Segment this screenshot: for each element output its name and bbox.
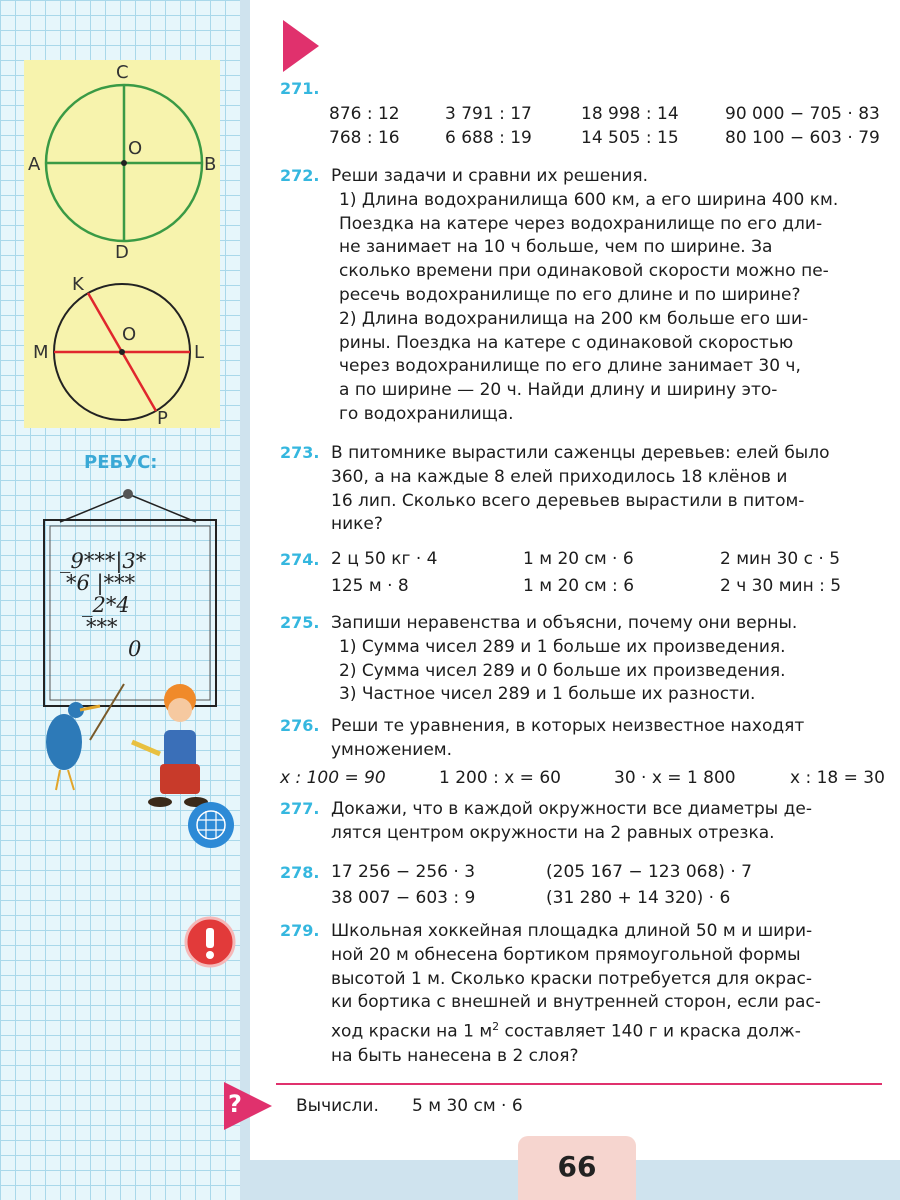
p272-line: ресечь водохранилище по его длине и по ширине?: [339, 284, 801, 305]
p272-line: через водохранилище по его длине занимает 30 ч,: [339, 356, 801, 377]
p272-line: 1) Длина водохранилища 600 км, а его ширина 400 км.: [339, 189, 839, 210]
p273-line: 360, а на каждые 8 елей приходилось 18 клёнов и: [331, 466, 788, 487]
p272-line: не занимает на 10 ч больше, чем по ширине. За: [339, 237, 773, 258]
page-corner-arrow-icon: [283, 20, 319, 72]
rebus-row-5: 0: [128, 637, 142, 661]
p277-line: лятся центром окружности на 2 равных отрезка.: [331, 822, 775, 843]
p273-line: нике?: [331, 514, 383, 535]
problem-number-271: 271.: [280, 79, 320, 98]
circle-diameters-figure: [24, 60, 220, 270]
p272-line: рины. Поездка на катере с одинаковой скоростью: [339, 332, 794, 353]
p271-expr-4: 90 000 − 705 · 83: [725, 104, 880, 124]
problem-number-276: 276.: [280, 716, 320, 735]
p276-equation-4: x : 18 = 30: [790, 768, 885, 788]
p272-line: 2) Длина водохранилища на 200 км больше его ши-: [339, 308, 809, 329]
p276-line: Реши те уравнения, в которых неизвестное находят: [331, 716, 805, 736]
p274-expr-6: 2 ч 30 мин : 5: [720, 576, 842, 596]
p279-line5-end: составляет 140 г и краска долж-: [499, 1021, 801, 1042]
rebus-row-2: *6 |***: [66, 571, 136, 595]
p274-expr-2: 1 м 20 см · 6: [523, 549, 634, 569]
label-a: A: [28, 154, 41, 175]
p271-expr-7: 14 505 : 15: [581, 128, 679, 148]
p275-line: 3) Частное чисел 289 и 1 больше их разности.: [339, 684, 756, 705]
rebus-row-4: ***: [86, 615, 118, 639]
p271-expr-6: 6 688 : 19: [445, 128, 532, 148]
p276-equation-2: 1 200 : x = 60: [439, 768, 561, 788]
p277-line: Докажи, что в каждой окружности все диаметры де-: [331, 799, 812, 819]
p279-line5-start: ход краски на 1 м: [331, 1021, 493, 1042]
p271-expr-1: 876 : 12: [329, 104, 400, 124]
p272-line: сколько времени при одинаковой скорости можно пе-: [339, 261, 829, 282]
p272-line: а по ширине — 20 ч. Найди длину и ширину это-: [339, 380, 778, 401]
p276-equation-3: 30 · x = 1 800: [614, 768, 736, 788]
grid-globe-icon: [186, 800, 236, 850]
footer-divider: [276, 1083, 882, 1085]
p276-equation-1: x : 100 = 90: [280, 768, 386, 788]
page-number: 66: [557, 1150, 597, 1183]
p271-expr-8: 80 100 − 603 · 79: [725, 128, 880, 148]
p275-line: 2) Сумма чисел 289 и 0 больше их произведения.: [339, 660, 786, 681]
p274-expr-4: 125 м · 8: [331, 576, 409, 596]
p272-line: Реши задачи и сравни их решения.: [331, 166, 649, 186]
p279-line: высотой 1 м. Сколько краски потребуется для окрас-: [331, 968, 812, 989]
problem-279-text: [331, 920, 821, 1068]
circle-chords-figure: [24, 270, 220, 428]
label-o2: O: [122, 324, 137, 345]
problem-number-279: 279.: [280, 921, 320, 940]
p278-expr-4: (31 280 + 14 320) · 6: [546, 888, 731, 908]
problem-number-277: 277.: [280, 799, 320, 818]
p278-expr-2: (205 167 − 123 068) · 7: [546, 862, 752, 882]
p279-line: ной 20 м обнесена бортиком прямоугольной формы: [331, 944, 801, 965]
label-o1: O: [128, 138, 143, 159]
footer-label: Вычисли.: [296, 1096, 379, 1116]
p273-line: В питомнике вырастили саженцы деревьев: елей было: [331, 443, 830, 463]
p273-line: 16 лип. Сколько всего деревьев вырастили в питом-: [331, 490, 805, 511]
question-mark-icon: ?: [228, 1090, 242, 1118]
problem-273-text: [331, 442, 830, 537]
p274-expr-5: 1 м 20 см : 6: [523, 576, 635, 596]
p275-line: Запиши неравенства и объясни, почему они верны.: [331, 613, 798, 633]
p272-line: го водохранилища.: [339, 403, 514, 424]
p279-line-5: [331, 1015, 821, 1044]
p279-line: Школьная хоккейная площадка длиной 50 м и шири-: [331, 921, 813, 941]
problem-number-273: 273.: [280, 443, 320, 462]
footer-expression: 5 м 30 см · 6: [412, 1096, 523, 1116]
label-b: B: [204, 154, 217, 175]
rebus-row-1: _9***|3*: [60, 549, 147, 573]
p279-line: ки бортика с внешней и внутренней сторон, если рас-: [331, 992, 821, 1013]
label-d: D: [115, 242, 129, 263]
p278-expr-1: 17 256 − 256 · 3: [331, 862, 476, 882]
rebus-title: РЕБУС:: [84, 452, 158, 473]
p271-expr-2: 3 791 : 17: [445, 104, 532, 124]
p274-expr-3: 2 мин 30 с · 5: [720, 549, 841, 569]
problem-number-272: 272.: [280, 166, 320, 185]
center-point-2: [119, 349, 125, 355]
p271-expr-3: 18 998 : 14: [581, 104, 679, 124]
label-m: M: [33, 342, 49, 363]
p271-expr-5: 768 : 16: [329, 128, 400, 148]
p275-line: 1) Сумма чисел 289 и 1 больше их произведения.: [339, 636, 786, 657]
problem-272-text: [331, 165, 838, 427]
problem-277-text: [331, 798, 812, 846]
exclamation-icon: [184, 916, 236, 968]
problem-number-275: 275.: [280, 613, 320, 632]
rebus-row-3: _2*4: [82, 593, 130, 617]
problem-276-text: [331, 715, 804, 763]
problem-275-text: [331, 612, 797, 707]
p279-line: на быть нанесена в 2 слоя?: [331, 1045, 579, 1066]
label-p: P: [157, 408, 168, 429]
label-k: K: [72, 274, 84, 295]
p274-expr-1: 2 ц 50 кг · 4: [331, 549, 438, 569]
label-c: C: [116, 62, 129, 83]
rebus-digits: [60, 550, 146, 660]
p279-superscript: 2: [492, 1020, 500, 1034]
p272-line: Поездка на катере через водохранилище по его дли-: [339, 213, 823, 234]
cartoon-characters-illustration: [20, 680, 220, 810]
problem-number-274: 274.: [280, 550, 320, 569]
center-point: [121, 160, 127, 166]
p276-line: умножением.: [331, 739, 453, 760]
label-l: L: [194, 342, 205, 363]
problem-number-278: 278.: [280, 863, 320, 882]
p278-expr-3: 38 007 − 603 : 9: [331, 888, 476, 908]
